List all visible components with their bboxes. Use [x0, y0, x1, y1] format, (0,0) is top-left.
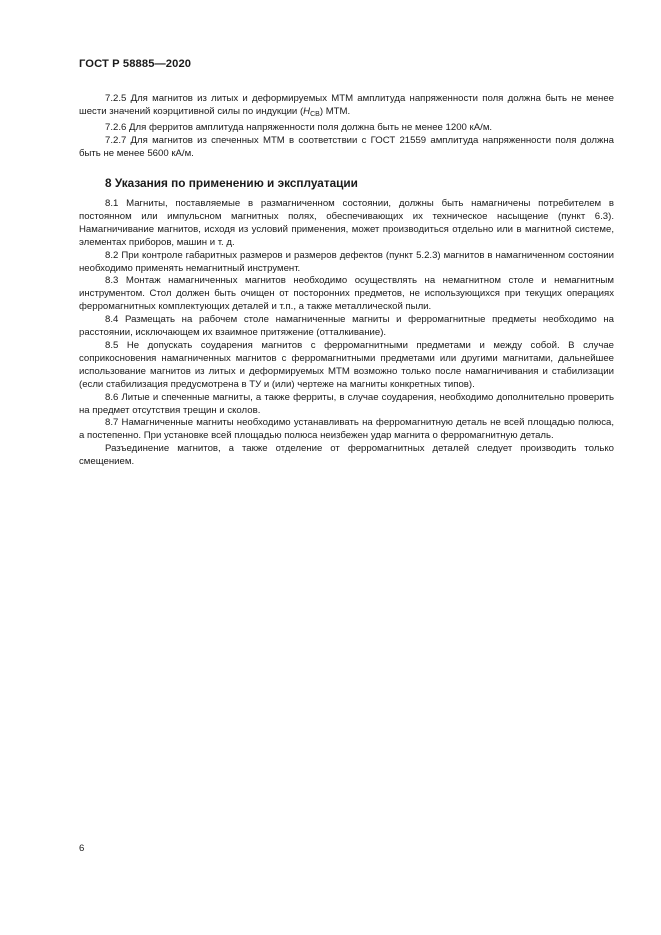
paragraph-7-2-5	[79, 93, 614, 122]
section-8-body	[79, 198, 614, 469]
paragraph-8-5: 8.5 Не допускать соударения магнитов с ферромагнитными предметами и между собой. В случае соприкосновения намагниченных магнитов с ферромагнитными предметами или другими магнитами, дальнейшее использование магнитов из литых и деформируемых МТМ возможно только после намагничивания и стабилизации (если стабилизация предусмотрена в ТУ и (или) чертеже на магниты конкретных типов).	[79, 339, 614, 390]
page-number: 6	[79, 843, 85, 854]
coercivity-symbol: H	[303, 105, 311, 117]
paragraph-8-8: Разъединение магнитов, а также отделение от ферромагнитных деталей следует производить только смещением.	[79, 443, 614, 468]
paragraph-7-2-5-text: 7.2.5 Для магнитов из литых и деформируемых МТМ амплитуда напряженности поля должна быть не менее шести значений коэрцитивной силы по индукции (	[79, 93, 614, 117]
coercivity-subscript: СВ	[310, 110, 320, 118]
paragraph-8-7: 8.7 Намагниченные магниты необходимо устанавливать на ферромагнитную деталь не всей площадью полюса, а постепенно. При установке всей площадью полюса неизбежен удар магнита о ферромагнитную деталь.	[79, 417, 614, 442]
paragraph-7-2-7: 7.2.7 Для магнитов из спеченных МТМ в соответствии с ГОСТ 21559 амплитуда напряженности поля должна быть не менее 5600 кА/м.	[79, 134, 614, 159]
paragraph-8-3: 8.3 Монтаж намагниченных магнитов необходимо осуществлять на немагнитном столе и немагнитным инструментом. Стол должен быть очищен от посторонних предметов, не использующихся при текущих операциях ферромагнитных комплектующих деталей и т.п., а также металлической пыли.	[79, 275, 614, 313]
paragraph-8-1: 8.1 Магниты, поставляемые в размагниченном состоянии, должны быть намагничены потребителем в постоянном или импульсном магнитных полях, обеспечивающих их техническое насыщение (пункт 6.3). Намагничивание магнитов, исходя из условий применения, может производиться отдельно или в магнитной системе, элементах приборов, машин и т. д.	[79, 198, 614, 248]
paragraph-8-6: 8.6 Литые и спеченные магниты, а также ферриты, в случае соударения, необходимо дополнительно проверить на предмет отсутствия трещин и сколов.	[79, 391, 614, 416]
paragraph-8-2: 8.2 При контроле габаритных размеров и размеров дефектов (пункт 5.2.3) магнитов в намагниченном состоянии необходимо применять немагнитный инструмент.	[79, 249, 614, 274]
clause-7-2-block	[79, 93, 614, 161]
section-8-heading: 8 Указания по применению и эксплуатации	[105, 176, 358, 190]
document-header: ГОСТ Р 58885—2020	[79, 58, 192, 70]
paragraph-7-2-6: 7.2.6 Для ферритов амплитуда напряженности поля должна быть не менее 1200 кА/м.	[105, 121, 493, 133]
paragraph-7-2-5-tail: ) МТМ.	[319, 105, 351, 117]
paragraph-8-4: 8.4 Размещать на рабочем столе намагниченные магниты и ферромагнитные предметы необходимо на расстоянии, исключающем их взаимное притяжение (отталкивание).	[79, 314, 614, 339]
